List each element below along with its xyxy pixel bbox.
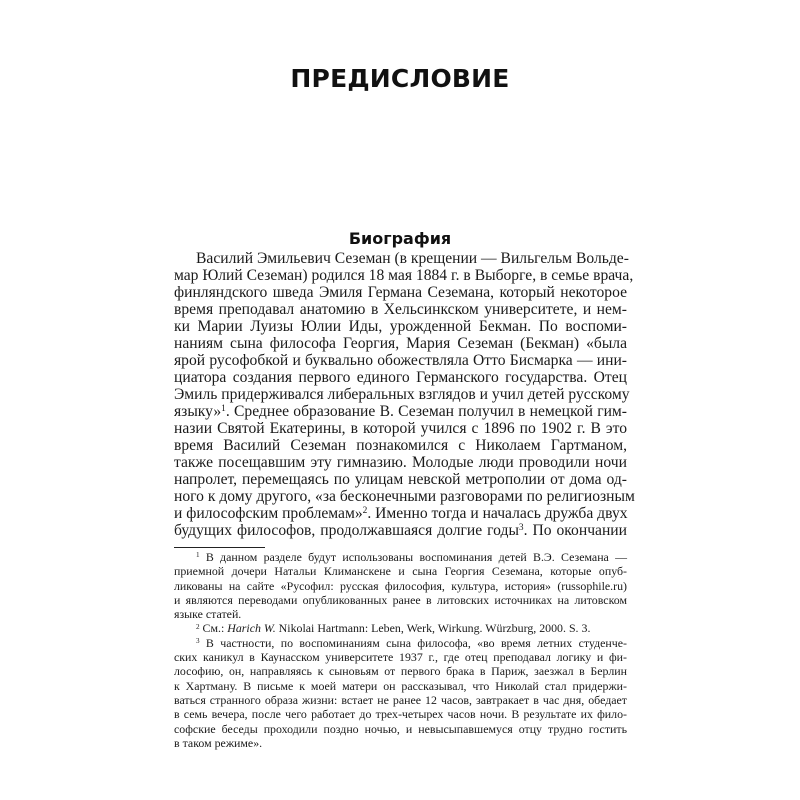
footnote-line <box>174 593 627 607</box>
body-line <box>174 250 627 267</box>
text-run: . Именно тогда и началась дружба двух <box>367 505 628 522</box>
body-line <box>174 301 627 318</box>
text-run: ваться странного образа жизни: встает не ранее 12 часов, завтракает в час дня, обедает <box>174 692 627 707</box>
body-line <box>174 284 627 301</box>
body-line <box>174 369 627 386</box>
body-line <box>174 420 627 437</box>
footnote-line <box>174 693 627 707</box>
text-run: софские беседы проходили поздно ночью, и невысыпавшемуся отцу трудно гостить <box>174 721 627 736</box>
body-line <box>174 454 627 471</box>
footnote-line <box>174 664 627 678</box>
body-line <box>174 335 627 352</box>
text-run: В частности, по воспоминаниям сына философа, «во время летних студенче- <box>199 635 627 650</box>
footnote-divider <box>174 547 265 548</box>
body-line <box>174 522 627 539</box>
text-run: Эмиль придерживался либеральных взглядов и учил детей русскому <box>174 386 630 403</box>
footnote-line <box>174 579 627 593</box>
text-run: ских каникул в Каунасском университете 1937 г., где отец преподавал логику и фи- <box>174 650 627 665</box>
italic-author: Harich W. <box>227 621 276 636</box>
footnote-line <box>174 722 627 736</box>
text-run: время Василий Сеземан познакомился с Николаем Гартманом, <box>174 437 627 454</box>
footnote-line <box>174 550 627 564</box>
body-text <box>174 250 635 539</box>
text-run: будущих философов, продолжавшаяся долгие годы <box>174 522 519 539</box>
text-run: мар Юлий Сеземан) родился 18 мая 1884 г. в Выборге, в семье врача, <box>174 267 634 284</box>
footnote-line <box>174 707 627 721</box>
body-line <box>174 488 635 505</box>
footnotes <box>174 550 627 750</box>
section-title: Биография <box>348 229 452 248</box>
body-line <box>174 318 627 335</box>
text-run: в семь вечера, после чего работает до трех-четырех часов ночи. В результате их фило- <box>174 707 627 722</box>
text-run: . Среднее образование В. Сеземан получил в немецкой гим- <box>225 403 627 420</box>
footnote-marker: 2 <box>362 506 368 517</box>
footnote-line <box>174 564 627 578</box>
text-run: ярой русофобкой и буквально обожествляла Отто Бисмарка — ини- <box>174 352 627 369</box>
text-run: приемной дочери Натальи Климанскене и сына Георгия Сеземана, которые опуб- <box>174 564 627 579</box>
text-run: в таком режиме». <box>174 735 263 750</box>
text-run: ки Марии Луизы Юлии Иды, урожденной Бекман. По воспоми- <box>174 318 627 335</box>
body-line <box>174 352 627 369</box>
footnote-marker: 3 <box>518 523 524 534</box>
text-run: время преподавал анатомию в Хельсинкском университете, и нем- <box>174 301 627 318</box>
text-run: Nikolai Hartmann: Leben, Werk, Wirkung. Würzburg, 2000. S. 3. <box>275 621 591 636</box>
body-line <box>174 386 630 403</box>
footnote-line <box>174 607 627 621</box>
text-run: также посещавшим эту гимназию. Молодые люди проводили ночи <box>174 454 627 471</box>
body-line <box>174 437 627 454</box>
body-line <box>174 471 627 488</box>
text-run: языку» <box>174 403 222 420</box>
text-run: языке статей. <box>174 607 242 622</box>
footnote-line <box>174 736 627 750</box>
footnote-marker: 1 <box>196 551 200 560</box>
footnote-line <box>174 679 627 693</box>
text-run: ного к дому другого, «за бесконечными разговорами по религиозным <box>174 488 635 505</box>
text-run: См.: <box>199 621 228 636</box>
text-run: лософию, он, направляясь к сыновьям от первого брака в Париж, заезжал в Берлин <box>174 664 627 679</box>
footnote-line <box>174 636 627 650</box>
text-run: наниям сына философа Георгия, Мария Сеземан (Бекман) «была <box>174 335 627 352</box>
footnote-marker: 2 <box>196 622 200 631</box>
text-run: ликованы на сайте «Русофил: русская философия, культура, история» (russophile.ru) <box>174 578 627 593</box>
text-run: и философским проблемам» <box>174 505 363 522</box>
text-run: Василий Эмильевич Сеземан (в крещении — Вильгельм Вольде- <box>196 250 629 267</box>
text-run: В данном разделе будут использованы воспоминания детей В.Э. Сеземана — <box>199 550 627 564</box>
footnote-marker: 3 <box>196 637 200 646</box>
footnote-line <box>174 650 627 664</box>
footnote-line <box>174 621 627 635</box>
text-run: напролет, перемещаясь по улицам невской метрополии от дома од- <box>174 471 627 488</box>
body-line <box>174 505 627 522</box>
text-run: к Хартману. В письме к моей матери он рассказывал, что Николай стал придержи- <box>174 678 627 693</box>
text-run: циатора создания первого единого Германского государства. Отец <box>174 369 627 386</box>
text-run: назии Святой Екатерины, в которой учился с 1896 по 1902 г. В это <box>174 420 627 437</box>
text-run: . По окончании <box>523 522 627 539</box>
page-title: ПРЕДИСЛОВИЕ <box>290 64 510 93</box>
body-line <box>174 403 627 420</box>
text-run: и являются переводами опубликованных ранее в литовских источниках на литовском <box>174 592 627 607</box>
footnote-marker: 1 <box>221 404 226 415</box>
body-line <box>174 267 634 284</box>
text-run: финляндского шведа Эмиля Германа Сеземана, который некоторое <box>174 284 627 301</box>
